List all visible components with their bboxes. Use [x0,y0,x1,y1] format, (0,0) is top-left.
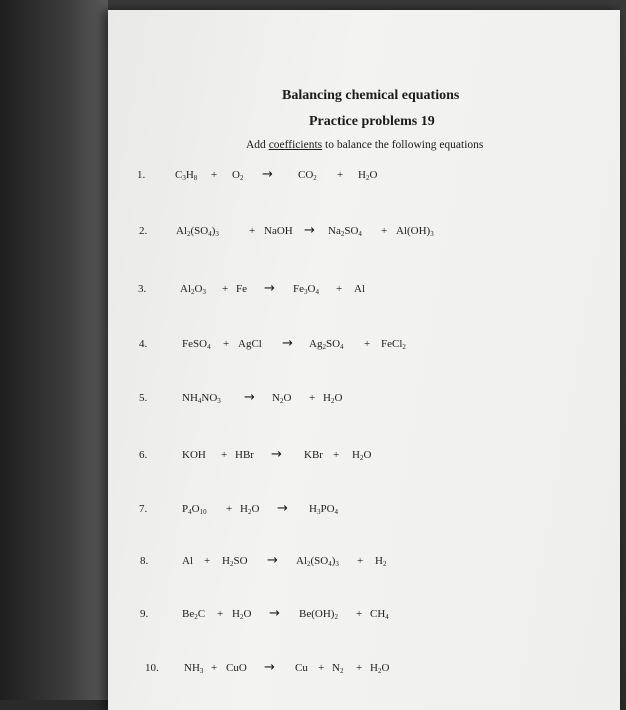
chemical-formula: $CO_2$ [298,169,317,182]
problem-number: 9. [140,608,149,620]
plus-sign: + [222,283,229,295]
problem-number: 10. [145,662,159,674]
worksheet-title: Balancing chemical equations [282,88,460,103]
chemical-formula: FeSO$_4$ [182,338,211,351]
chemical-formula: $Al_2(SO_4)_3$ [296,555,339,568]
plus-sign: + [204,555,211,567]
chemical-formula: $Na_2SO_4$ [328,225,362,238]
chemical-formula: AgCl [238,338,262,350]
problem-number: 8. [140,555,149,567]
instruction-pre: Add [246,139,269,151]
instruction-coefficients: coefficients [268,139,323,151]
chemical-formula: FeCl$_2$ [381,338,406,351]
plus-sign: + [337,169,344,181]
reaction-arrow-icon: → [262,167,273,182]
chemical-formula: KOH [182,449,206,461]
chemical-formula: $CH_4$ [370,608,389,621]
plus-sign: + [217,608,224,620]
reaction-arrow-icon: → [264,281,275,296]
chemical-formula: HBr [235,449,254,461]
chemical-formula: $C_3H_8$ [175,169,198,182]
chemical-formula: $H_2O$ [323,392,343,405]
reaction-arrow-icon: → [271,447,282,462]
reaction-arrow-icon: → [282,336,293,351]
chemical-formula: $NH_3$ [184,662,204,675]
chemical-formula: KBr [304,449,323,461]
instruction-post: to balance the following equations [322,139,484,151]
plus-sign: + [318,662,325,674]
chemical-formula: $H_2$ [375,555,387,568]
plus-sign: + [211,169,218,181]
dark-desk-edge [0,0,108,700]
worksheet-instruction [246,139,483,151]
chemical-formula: $H_2O$ [240,503,260,516]
chemical-formula: $H_2SO$ [222,555,248,568]
chemical-formula: CuO [226,662,247,674]
plus-sign: + [357,555,364,567]
plus-sign: + [356,608,363,620]
chemical-formula: $Al_2(SO_4)_3$ [176,225,219,238]
chemical-formula: $H_2O$ [358,169,378,182]
chemical-formula: $N_2$ [332,662,344,675]
reaction-arrow-icon: → [267,553,278,568]
reaction-arrow-icon: → [277,501,288,516]
chemical-formula: $H_2O$ [352,449,372,462]
chemical-formula: $H_2O$ [232,608,252,621]
plus-sign: + [336,283,343,295]
reaction-arrow-icon: → [304,223,315,238]
plus-sign: + [309,392,316,404]
plus-sign: + [211,662,218,674]
chemical-formula: $NH_4NO_3$ [182,392,221,405]
chemical-formula: NaOH [264,225,293,237]
problem-number: 4. [139,338,148,350]
chemical-formula: $H_3PO_4$ [309,503,339,516]
chemical-formula: $N_2O$ [272,392,292,405]
chemical-formula: $O_2$ [232,169,244,182]
chemical-formula: $Al_2O_3$ [180,283,206,296]
chemical-formula: $Be(OH)_2$ [299,608,338,621]
chemical-formula: $Ag_2SO_4$ [309,338,344,351]
chemical-formula: $P_4O_{10}$ [182,503,207,516]
problem-number: 6. [139,449,148,461]
problem-number: 3. [138,283,147,295]
plus-sign: + [364,338,371,350]
problem-number: 7. [139,503,148,515]
reaction-arrow-icon: → [264,660,275,675]
chemical-formula: Fe [236,283,247,295]
chemical-formula: Al [182,555,193,567]
chemical-formula: Cu [295,662,308,674]
worksheet-subtitle: Practice problems 19 [309,114,435,129]
chemical-formula: Al [354,283,365,295]
chemical-formula: $Fe_3O_4$ [293,283,319,296]
plus-sign: + [333,449,340,461]
problem-number: 5. [139,392,148,404]
problem-number: 2. [139,225,148,237]
plus-sign: + [249,225,256,237]
chemical-formula: $Be_2C$ [182,608,206,621]
chemical-formula: $H_2O$ [370,662,390,675]
reaction-arrow-icon: → [244,390,255,405]
chemical-formula: $Al(OH)_3$ [396,225,434,238]
problem-number: 1. [137,169,146,181]
plus-sign: + [381,225,388,237]
plus-sign: + [221,449,228,461]
plus-sign: + [226,503,233,515]
reaction-arrow-icon: → [269,606,280,621]
plus-sign: + [223,338,230,350]
plus-sign: + [356,662,363,674]
